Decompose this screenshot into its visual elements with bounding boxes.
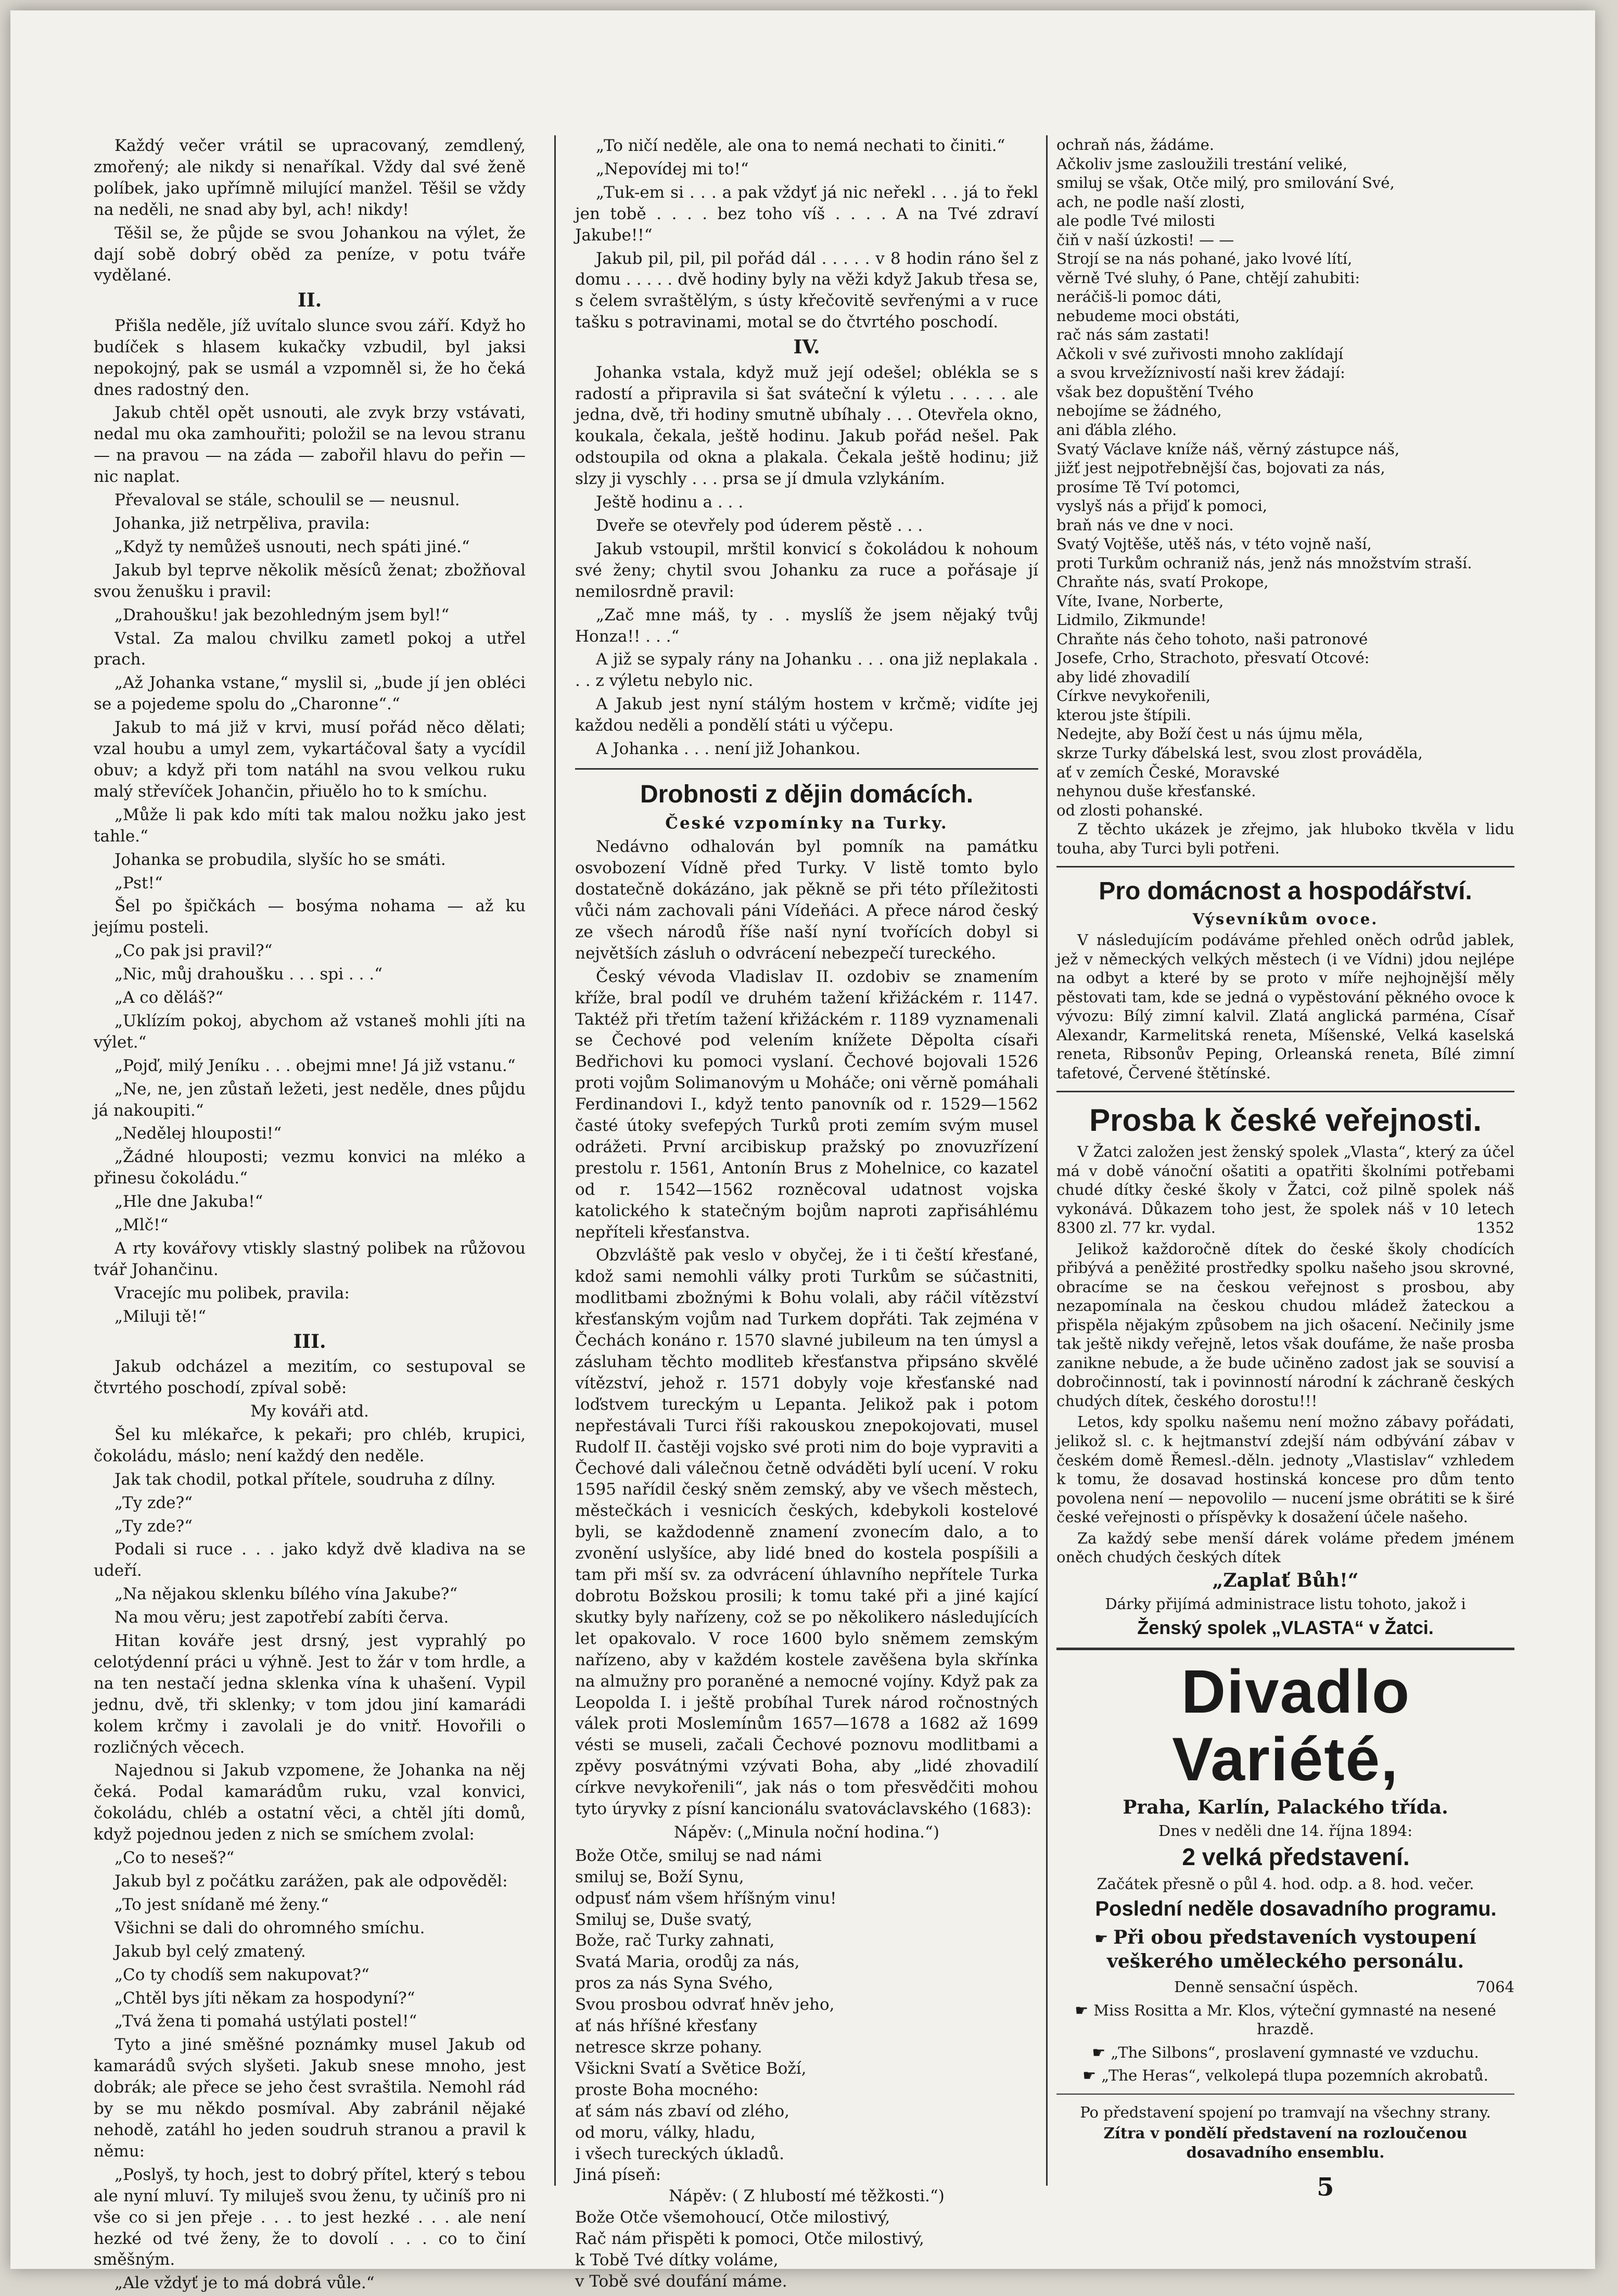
hymn-line: v Tobě své doufání máme. (575, 2272, 787, 2291)
section-divider (1056, 1648, 1514, 1650)
hymn-line: braň nás ve dne v noci. (1056, 516, 1234, 534)
tune-label: Nápěv: ( Z hlubostí mé těžkosti.“) (669, 2187, 945, 2206)
story-paragraph: „Nepovídej mi to!“ (596, 159, 749, 178)
story-paragraph: Tyto a jiné směšné poznámky musel Jakub od kamarádů svých slyšeti. Jakub snese mnoho, jest dobrák; ale přece se jeho čest svraštila. Nemohl rád by se mu někdo posmíval. Aby zabránil nějaké nehodě, zatáhl ho jeden soudruh stranou a pravil k němu: (94, 2035, 526, 2161)
hymn-line: skrze Turky ďábelská lest, svou zlost prováděla, (1056, 744, 1423, 762)
story-paragraph: „Hle dne Jakuba!“ (114, 1192, 263, 1211)
newspaper-page (10, 10, 1595, 2293)
story-paragraph: „Ne, ne, jen zůstaň ležeti, jest neděle, dnes půjdu já nakoupiti.“ (94, 1079, 526, 1120)
story-paragraph: Jakub byl z počátku zarážen, pak ale odpověděl: (114, 1872, 508, 1891)
story-paragraph: Šel ku mlékařce, k pekaři; pro chléb, krupici, čokoládu, máslo; není každý den neděle. (94, 1425, 526, 1465)
hymn-line: ach, ne podle naší zlosti, (1056, 193, 1245, 211)
chapter-number: II. (297, 289, 322, 312)
hymn-line: smiluj se však, Otče milý, pro smilování Své, (1056, 174, 1395, 192)
column-3 (1056, 135, 1514, 2164)
hymn-line: ať sám nás zbaví od zlého, (575, 2101, 790, 2121)
appeal-text: V Žatci založen jest ženský spolek „Vlasta“, který za účel má v době vánoční ošatiti a opatřiti školními potřebami chudé dítky české školy v Žatci, což pilně spolek náš vykonává. Důkazem toho jest, že spolek náš v 10 letech 8300 zl. 77 kr. vydal. (1056, 1143, 1514, 1237)
story-paragraph: „Mlč!“ (114, 1216, 169, 1235)
story-paragraph: Johanka se probudila, slyšíc ho se smáti. (114, 850, 446, 869)
hymn-line: Bože Otče, smiluj se nad námi (575, 1846, 822, 1865)
story-paragraph: „Pojď, milý Jeníku . . . obejmi mne! Já již vstanu.“ (114, 1056, 516, 1075)
act-text: „The Heras“, velkolepá tlupa pozemních akrobatů. (1101, 2067, 1488, 2085)
hymn-line: Víte, Ivane, Norberte, (1056, 592, 1224, 610)
hymn-continuation (1056, 135, 1514, 820)
story-paragraph: „Miluji tě!“ (114, 1307, 207, 1326)
hymn-line: však bez dopuštění Tvého (1056, 382, 1254, 401)
success-text: Denně sensační úspěch. (1174, 1978, 1359, 1996)
history-paragraph: Český vévoda Vladislav II. ozdobiv se znamením kříže, bral podíl ve druhém tažení křižáckém r. 1147. Taktéž při třetím tažení křižáckém r. 1189 vyznamenali se Čechové pod velením knížete Děpolta císaři Bedřichovi ku pomoci vyslaní. Čechové bojovali 1526 proti vojům Solimanovým u Moháče; oni věrně pomáhali Ferdinandovi I., když tento panovník od r. 1529—1562 časté útoky svefepých Turků proti zemím svým musel odrážeti. První arcibiskup pražský po znovuzřízení prestolu r. 1561, Antonín Brus z Mohelnice, co kazatel od r. 1542—1562 rozněcoval udatnost vojska katolického k statečným bojům naproti zapřisáhlému nepříteli křesťanstva. (575, 967, 1038, 1242)
household-heading: Pro domácnost a hospodářství. (1099, 877, 1472, 905)
story-paragraph: Podali si ruce . . . jako když dvě kladiva na se udeří. (94, 1540, 526, 1580)
hymn-line: věrně Tvé sluhy, ó Pane, chtějí zahubiti: (1056, 269, 1360, 287)
hymn-line: rač nás sám zastati! (1056, 326, 1210, 344)
story-paragraph: Jakub to má již v krvi, musí pořád něco dělati; vzal houbu a umyl zem, vykartáčoval šaty a vycídil obuv; a když při tom natáhl na svou velkou ruku malý střevíček Johančin, přiuělo ho to k smíchu. (94, 718, 526, 801)
hymn-line: Chraňte nás, svatí Prokope, (1056, 573, 1269, 591)
appeal-paragraph: Letos, kdy spolku našemu není možno zábavy pořádati, jelikož sl. c. k hejtmanství zdejší nám odbývání zábav v českém domě Řemesl.-děln. jednoty „Vlastislav“ vzhledem k tomu, že dosavad hostinská koncese pro dům tento povolena není — nepovolilo — nucení jsme obrátiti se k širé české veřejnosti o příspěvky k dosažení účele našeho. (1056, 1413, 1514, 1526)
appeal-heading: Prosba k české veřejnosti. (1089, 1103, 1482, 1138)
story-paragraph: Jakub odcházel a mezitím, co sestupoval se čtvrtého poschodí, zpíval sobě: (94, 1357, 526, 1398)
story-paragraph: „Drahoušku! jak bezohledným jsem byl!“ (114, 605, 450, 624)
hymn-line: pros za nás Syna Svého, (575, 1974, 773, 1993)
story-paragraph: Šel po špičkách — bosýma nohama — až ku jejímu posteli. (94, 897, 526, 937)
pointing-hand-icon: ☛ (1082, 2067, 1097, 2085)
appeal-thanks: „Zaplať Bůh!“ (1212, 1569, 1359, 1591)
section-divider (1056, 1091, 1514, 1092)
hymn-line: Svatý Václave kníže náš, věrný zástupce náš, (1056, 440, 1400, 458)
hymn-line: smiluj se, Boží Synu, (575, 1867, 744, 1886)
chapter-number: IV. (793, 336, 820, 359)
theatre-start-time: Začátek přesně o půl 4. hod. odp. a 8. hod. večer. (1097, 1875, 1474, 1893)
story-paragraph: „Na nějakou sklenku bílého vína Jakube?“ (114, 1585, 458, 1604)
hymn-line: a svou krvežíznivostí naši krev žádají: (1056, 364, 1345, 382)
story-paragraph: A rty kovářovy vtiskly slastný polibek na růžovou tvář Johančinu. (94, 1239, 526, 1279)
story-paragraph: Johanka, již netrpěliva, pravila: (114, 514, 370, 533)
history-conclusion: Z těchto ukázek je zřejmo, jak hluboko tkvěla v lidu touha, aby Turci byli potřeni. (1056, 820, 1514, 857)
theatre-shows: 2 velká představení. (1182, 1843, 1410, 1871)
theatre-date: Dnes v neděli dne 14. října 1894: (1158, 1821, 1412, 1840)
song-label: Jiná píseň: (575, 2165, 661, 2185)
story-paragraph: „Uklízím pokoj, abychom až vstaneš mohli jíti na výlet.“ (94, 1011, 526, 1052)
story-paragraph: „Ty zde?“ (114, 1493, 193, 1512)
theatre-act (1056, 1926, 1514, 1973)
theatre-last-sunday: Poslední neděle dosavadního programu. (1095, 1897, 1497, 1920)
hymn-line: ať nás hříšné křesťany (575, 2017, 758, 2036)
history-subtitle: České vzpomínky na Turky. (665, 814, 948, 833)
story-paragraph: Všichni se dali do ohromného smíchu. (114, 1918, 425, 1937)
appeal-paragraph: Za každý sebe menší dárek voláme předem jménem oněch chudých českých dítek (1056, 1529, 1514, 1566)
hymn-1 (575, 1845, 1038, 2292)
theatre-address: Praha, Karlín, Palackého třída. (1123, 1796, 1448, 1818)
hymn-line: jižť jest nejpotřebnější čas, bojovati za nás, (1056, 459, 1385, 477)
story-paragraph: Dveře se otevřely pod úderem pěstě . . . (596, 516, 923, 535)
theatre-footer: Po představení spojení po tramvají na všechny strany. (1080, 2103, 1491, 2121)
story-paragraph: „Až Johanka vstane,“ myslil si, „bude jí jen obléci se a pojedeme spolu do „Charonne“.“ (94, 673, 526, 714)
story-column-2 (575, 135, 1038, 2292)
hymn-line: Bože Otče všemohoucí, Otče milostivý, (575, 2208, 890, 2227)
story-paragraph: „Co ty chodíš sem nakupovat?“ (114, 1965, 370, 1984)
story-paragraph: Převaloval se stále, schoulil se — neusnul. (114, 491, 460, 510)
story-paragraph: „Žádné hlouposti; vezmu konvici na mléko a přinesu čokoládu.“ (94, 1147, 526, 1188)
appeal-paragraph: Jelikož každoročně dítek do české školy chodících přibývá a peněžité prostředky spolku našeho jsou skrovné, obracíme se na českou veřejnost s prosbou, aby nezapomínala na českou chudou mládež žateckou a přispěla nějakým způsobem na jich ošacení. Nečinily jsme tak ještě nikdy veřejně, letos však doufáme, že naše prosba zanikne nebude, a že bude učiněno zadost jak se souvisí a dobročinností, tak i povinností národní k záchraně českých chudých dítek, českého dorostu!!! (1056, 1240, 1514, 1410)
theatre-acts (1056, 1926, 1514, 2085)
household-subtitle: Výsevníkům ovoce. (1192, 910, 1379, 928)
column-rule (1046, 135, 1048, 2186)
hymn-line: proti Turkům ochraniž nás, jenž nás množstvím straší. (1056, 554, 1472, 572)
story-paragraph: Přišla neděle, jíž uvítalo slunce svou září. Když ho budíček s hlasem kukačky vzbudil, byl jaksi nepokojný, pak se usmál a vzpomněl si, že ho čeká dnes radostný den. (94, 316, 526, 399)
act-text: Při obou představeních vystoupení veškerého uměleckého personálu. (1107, 1927, 1476, 1972)
story-paragraph: Najednou si Jakub vzpomene, že Johanka na něj čeká. Podal kamarádům ruku, vzal konvici, čokoládu, chléb a ostatní věci, a chtěl jíti domů, když pojednou jeden z nich se smíchem zvolal: (94, 1761, 526, 1844)
hymn-line: Nedejte, aby Boží čest u nás újmu měla, (1056, 725, 1364, 743)
hymn-line: vyslyš nás a přijď k pomoci, (1056, 497, 1267, 515)
hymn-line: Svou prosbou odvrať hněv jeho, (575, 1995, 835, 2014)
appeal-paragraph: Dárky přijímá administrace listu tohoto, jakož i (1105, 1595, 1466, 1613)
hymn-line: Chraňte nás čeho tohoto, naši patronové (1056, 630, 1368, 648)
song-line: My kováři atd. (250, 1401, 369, 1421)
story-paragraph: „Zač mne máš, ty . . myslíš že jsem nějaký tvůj Honza!! . . .“ (575, 605, 1038, 646)
story-paragraph: Vracejíc mu polibek, pravila: (114, 1283, 350, 1303)
hymn-line: Církve nevykořenili, (1056, 687, 1211, 705)
story-paragraph: Jakub chtěl opět usnouti, ale zvyk brzy vstávati, nedal mu oka zamhouřiti; položil se na levou stranu — na pravou — na záda — zabořil hlavu do peřin — nic naplat. (94, 403, 526, 487)
hymn-line: Josefe, Crho, Strachoto, přesvatí Otcové: (1056, 649, 1370, 667)
hymn-line: Strojí se na nás pohané, jako lvové lítí, (1056, 250, 1353, 268)
pointing-hand-icon: ☛ (1092, 2043, 1106, 2061)
hymn-line: aby lidé zhovadilí (1056, 668, 1190, 686)
hymn-line: proste Boha mocného: (575, 2080, 759, 2099)
hymn-line: prosíme Tě Tví potomci, (1056, 478, 1240, 496)
hymn-line: kterou jste štípili. (1056, 706, 1191, 724)
story-paragraph: A Jakub jest nyní stálým hostem v krčmě; vidíte jej každou neděli a pondělí státi u výčepu. (575, 695, 1038, 735)
hymn-line: neráčiš-li pomoc dáti, (1056, 288, 1222, 306)
theatre-footer: Zítra v pondělí představení na rozloučenou dosavadního ensemblu. (1103, 2124, 1468, 2161)
story-paragraph: „Chtěl bys jíti někam za hospodyní?“ (114, 1988, 415, 2008)
theatre-act (1056, 2043, 1514, 2062)
story-paragraph: Jak tak chodil, potkal přítele, soudruha z dílny. (114, 1470, 496, 1489)
hymn-line: Bože, rač Turky zahnati, (575, 1931, 775, 1950)
pointing-hand-icon: ☛ (1094, 1930, 1109, 1948)
hymn-line: Všickni Svatí a Světice Boží, (575, 2059, 807, 2078)
history-paragraph: Obzvláště pak veslo v obyčej, že i ti čeští křesťané, kdož sami nemohli války proti Turkům se súčastniti, modlitbami zbožnými k Bohu volali, aby ráčil vítězství křesťanským vojům nad Turkem dopřáti. Tak zejména v Čechách konáno r. 1570 slavné jubileum na ten úmysl a zásluham těchto modliteb křesťanstva připsáno skvělé vítězství, jehož r. 1571 dobyly voje křesťanské nad loďstvem tureckým u Lepanta. Jelikož pak i potom nepřestávali Turci říši rakouskou znepokojovati, musel Rudolf II. častěji vojsko své proti nim do boje vypraviti a Čechové dali válečnou četně odváděti bylí ucení. V roku 1595 nařídil český sněm zemský, aby ve všech městech, městečkách i vesnicích českých, kdebykoli kostelové byli, se každodenně znamení zvonecím dalo, a to zvonění uslyšíce, aby lidé bned do kostela pospíšili a tam při mší sv. za odvrácení úhlavního nepřítele Turka dobrotu Božskou prosili; k tomu také při a jiné kající skutky byly nařízeny, což se po několikero následujících let opakovalo. V roce 1600 bylo sněmem zemským nařízeno, aby v každém kostele zavěšena byla skřínka na almužny pro poraněné a nemocné vojíny. Když pak za Leopolda I. i ještě probíhal Turek národ ročnostných válek proti Moslemínům 1657—1678 a 1682 až 1699 vésti se museli, začali Čechové poznovu modlitbami a zpěvy posvátnými vzývati Boha, aby „lidé zhovadilí církve nevykořenili“, jak nás o tom přesvědčiti mohou tyto úryvky z písní kancionálu svatováclavského (1683): (575, 1246, 1038, 1819)
story-paragraph: „Co to neseš?“ (114, 1848, 235, 1868)
story-paragraph: „Nedělej hlouposti!“ (114, 1124, 282, 1143)
household-text: V následujícím podáváme přehled oněch odrůd jablek, jež v německých velkých městech (i ve Vídni) jdou nejlépe na odbyt a které by se proto v míře nejhojnější měly pěstovati tam, kde se jedná o vypěstování pěkného ovoce k vývozu: Bílý zimní kalvil. Zlatá anglická parména, Císař Alexandr, Karmelitská reneta, Míšenské, Velká kaselská reneta, Ribsonův Peping, Orleanská reneta, Bílé zimní tafetové, Červené štětínské. (1056, 931, 1514, 1082)
story-paragraph: A Johanka . . . není již Johankou. (596, 739, 861, 759)
hymn-line: Svatý Vojtěše, utěš nás, v této vojně naší, (1056, 535, 1372, 553)
theatre-act (1056, 2001, 1514, 2039)
theatre-title: Divadlo Variété, (1172, 1657, 1411, 1794)
history-paragraph: Nedávno odhalován byl pomník na památku osvobození Vídně před Turky. V listě tomto bylo dostatečně dokázáno, jak pěkně se při této příležitosti vůči nám zachovali páni Vídeňáci. A přece národ český ze všech národů říše naší nyní tvořících dobyl si největších zásluh o odvrácení nebezpečí tureckého. (575, 837, 1038, 963)
story-paragraph: „To jest snídaně mé ženy.“ (114, 1895, 329, 1914)
column-rule (554, 135, 556, 2186)
story-paragraph: „A co děláš?“ (114, 988, 224, 1007)
story-paragraph: „Pst!“ (114, 873, 163, 892)
appeal-paragraph (1056, 1142, 1514, 1238)
hymn-line: Svatá Maria, orodůj za nás, (575, 1953, 800, 1972)
hymn-line: Rač nám přispěti k pomoci, Otče milostivý, (575, 2229, 924, 2249)
hymn-line: Lidmilo, Zikmunde! (1056, 611, 1207, 629)
hymn-line: Ačkoli v své zuřivosti mnoho zaklídají (1056, 345, 1343, 363)
section-divider (575, 768, 1038, 770)
story-paragraph: „Tuk-em si . . . a pak vždyť já nic neřekl . . . já to řekl jen tobě . . . . bez toho víš . . . . A na Tvé zdraví Jakube!!“ (575, 183, 1038, 245)
ad-code: 1352 (1476, 1219, 1514, 1237)
appeal-signature: Ženský spolek „VLASTA“ v Žatci. (1137, 1616, 1434, 1638)
story-paragraph: Ještě hodinu a . . . (596, 493, 744, 512)
story-paragraph: „To ničí neděle, ale ona to nemá nechati to činiti.“ (596, 136, 1005, 155)
tune-label: Nápěv: („Minula noční hodina.“) (674, 1822, 939, 1842)
hymn-line: čiň v naší úzkosti! — — (1056, 231, 1234, 249)
hymn-line: netresce skrze pohany. (575, 2038, 762, 2057)
story-paragraph: „Tvá žena ti pomahá ustýlati postel!“ (114, 2012, 417, 2031)
ad-code: 7064 (1476, 1978, 1514, 1996)
hymn-line: od moru, války, hladu, (575, 2123, 756, 2142)
hymn-line: nebojíme se žádného, (1056, 402, 1222, 420)
story-paragraph: „Poslyš, ty hoch, jest to dobrý přítel, který s tebou ale nyní mluví. Ty miluješ svou ženu, ty učiníš pro ni vše co si jen přeje . . . to jest hezké . . . ale není hezké od tvé ženy, že to dovolí . . . co to činí směšným. (94, 2165, 526, 2269)
story-paragraph: „Ty zde?“ (114, 1516, 193, 1536)
story-paragraph: A již se sypaly rány na Johanku . . . ona již neplakala . . . z výletu nebylo nic. (575, 650, 1038, 691)
section-divider (1056, 866, 1514, 868)
page-number: 5 (1317, 2173, 1334, 2202)
story-paragraph: Vstal. Za malou chvilku zametl pokoj a utřel prach. (94, 629, 526, 669)
story-paragraph: „Ale vždyť je to má dobrá vůle.“ (114, 2274, 375, 2293)
story-paragraph: „Co pak jsi pravil?“ (114, 941, 273, 961)
story-paragraph: Jakub byl celý zmatený. (114, 1942, 306, 1961)
story-paragraph: „Nic, můj drahoušku . . . spi . . .“ (114, 965, 383, 984)
hymn-line: i všech tureckých úkladů. (575, 2144, 784, 2163)
act-text: Miss Rositta a Mr. Klos, výteční gymnasté na nesené hrazdě. (1093, 2001, 1496, 2038)
story-paragraph: Johanka vstala, když muž její odešel; oblékla se s radostí a připravila si šat sváteční k výletu . . . . . ale jedna, dvě, tři hodiny smutně ubíhaly . . . Otevřela okno, koukala, čekala, ještě hodinu. Jakub pořád nešel. Pak odstoupila od okna a plakala. Čekala ještě hodinu; již slzy ji vyschly . . . prsa se jí dmula vzlykáním. (575, 363, 1038, 489)
pointing-hand-icon: ☛ (1075, 2001, 1089, 2019)
theatre-act (1056, 2066, 1514, 2085)
story-paragraph: Jakub pil, pil, pil pořád dál . . . . . v 8 hodin ráno šel z domu . . . . . dvě hodiny byly na věži když Jakub třesa se, s čelem svraštělým, s ústy křečovitě sevřenými a v ruce tašku s potravinami, motal se do čtvrtého poschodí. (575, 249, 1038, 332)
hymn-line: odpusť nám všem hříšným vinu! (575, 1889, 837, 1908)
story-paragraph: Hitan kováře jest drsný, jest vyprahlý po celotýdenní práci u výhně. Jest to žár v tom hrdle, a na ten nestačí jedna sklenka vína k uhašení. Vypil jednu, dvě, tři sklenky; v tom jdou jiní kamarádi kolem krčmy i zavolali je do vnitř. Hovořili o rozličných věcech. (94, 1631, 526, 1757)
story-paragraph: Každý večer vrátil se upracovaný, zemdlený, zmořený; ale nikdy si nenaříkal. Vždy dal své ženě políbek, jako upřímně milující manžel. Těšil se vždy na neděli, ne snad aby byl, ach! nikdy! (94, 136, 526, 219)
story-paragraph: Jakub vstoupil, mrštil konvicí s čokoládou k nohoum své ženy; chytil svou Johanku za ruce a pořásaje jí nemilosrdně pravil: (575, 539, 1038, 601)
theatre-ad (1056, 1659, 1514, 2162)
history-heading: Drobnosti z dějin domácích. (640, 780, 974, 808)
story-paragraph: „Může li pak kdo míti tak malou nožku jako jest tahle.“ (94, 805, 526, 846)
story-paragraph: Jakub byl teprve několik měsíců ženat; zbožňoval svou ženušku i pravil: (94, 560, 526, 601)
story-paragraph: „Když ty nemůžeš usnouti, nech spáti jiné.“ (114, 537, 470, 556)
hymn-line: ať v zemích České, Moravské (1056, 763, 1280, 781)
hymn-line: ale podle Tvé milosti (1056, 212, 1215, 230)
hymn-line: Smiluj se, Duše svatý, (575, 1910, 753, 1929)
story-paragraph: Na mou věru; jest zapotřebí zabíti červa. (114, 1608, 449, 1627)
hymn-line: od zlosti pohanské. (1056, 801, 1203, 819)
hymn-line: Ačkoliv jsme zasloužili trestání veliké, (1056, 155, 1348, 173)
hymn-line: nehynou duše křesťanské. (1056, 782, 1256, 800)
story-column-1 (94, 135, 526, 2296)
hymn-line: nebudeme moci obstáti, (1056, 307, 1240, 325)
theatre-success (1056, 1978, 1514, 1997)
story-paragraph: Těšil se, že půjde se svou Johankou na výlet, že dají sobě dobrý oběd za peníze, v potu tváře vydělané. (94, 223, 526, 285)
section-divider (1056, 2094, 1514, 2095)
hymn-line: ani ďábla zlého. (1056, 420, 1177, 439)
act-text: „The Silbons“, proslavení gymnasté ve vzduchu. (1111, 2043, 1479, 2061)
hymn-line: ochraň nás, žádáme. (1056, 136, 1215, 154)
hymn-line: k Tobě Tvé dítky voláme, (575, 2251, 779, 2270)
chapter-number: III. (293, 1330, 326, 1353)
